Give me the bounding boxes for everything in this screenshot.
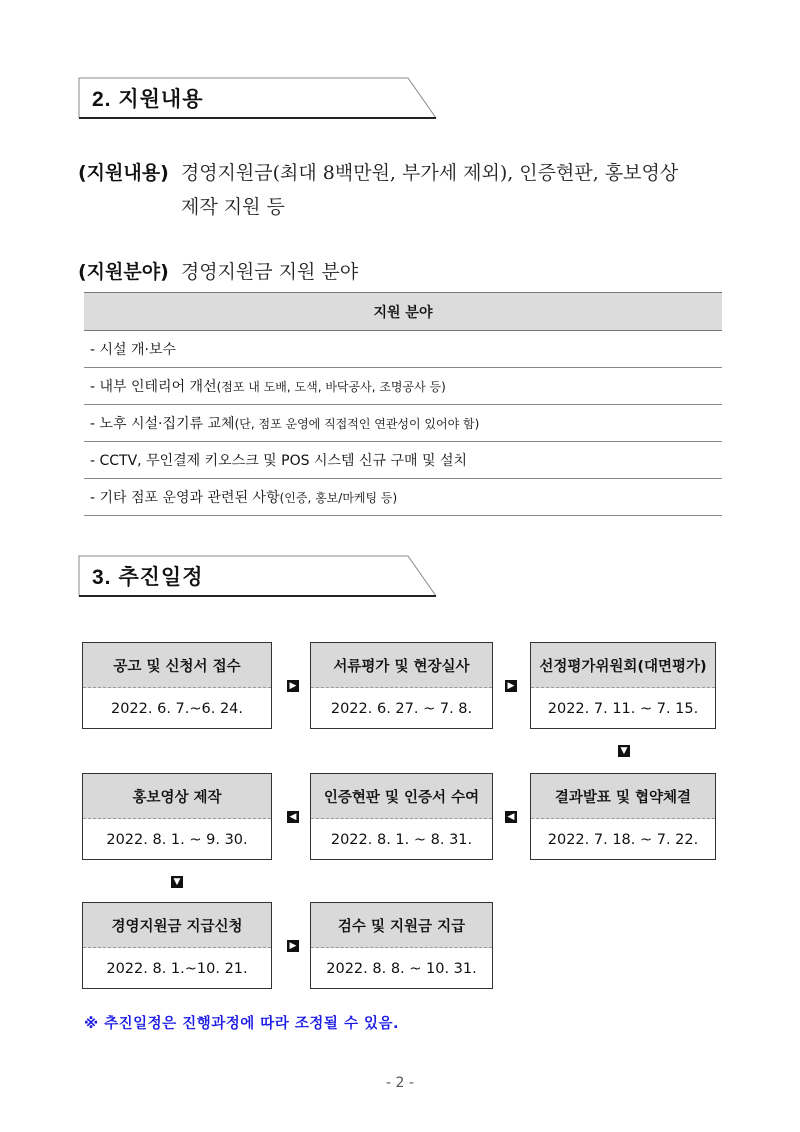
step-title: 검수 및 지원금 지급: [311, 903, 492, 948]
table-row: [84, 331, 722, 368]
table-row: [84, 405, 722, 442]
schedule-step: [82, 642, 272, 729]
arrow-left-icon: ◀: [287, 811, 299, 823]
step-title: 인증현판 및 인증서 수여: [311, 774, 492, 819]
arrow-right-icon: ▶: [287, 680, 299, 692]
table-row: [84, 442, 722, 479]
row-main-text: - 노후 시설·집기류 교체: [90, 416, 235, 432]
page-number: - 2 -: [386, 1075, 414, 1091]
step-date: 2022. 8. 1. ~ 8. 31.: [330, 832, 473, 848]
schedule-step: [310, 902, 493, 989]
table-row: [84, 479, 722, 516]
section-3-title: 3. 추진일정: [92, 566, 204, 589]
support-content-line1: 경영지원금(최대 8백만원, 부가세 제외), 인증현판, 홍보영상: [180, 162, 679, 184]
step-title: 경영지원금 지급신청: [83, 903, 271, 948]
step-title: 선정평가위원회(대면평가): [531, 643, 715, 688]
arrow-down-icon: ▼: [618, 745, 630, 757]
support-area-label: (지원분야): [78, 261, 169, 283]
arrow-right-icon: ▶: [287, 940, 299, 952]
support-content-line2: 제작 지원 등: [181, 196, 285, 218]
row-sub-text: (인증, 홍보/마케팅 등): [279, 491, 398, 505]
step-date: 2022. 7. 11. ~ 7. 15.: [547, 701, 699, 717]
row-main-text: - CCTV, 무인결제 키오스크 및 POS 시스템 신규 구매 및 설치: [90, 453, 467, 469]
row-main-text: - 시설 개·보수: [90, 342, 177, 358]
table-header: 지원 분야: [84, 293, 722, 331]
schedule-note: ※ 추진일정은 진행과정에 따라 조정될 수 있음.: [84, 1016, 400, 1032]
support-content-paragraph: [78, 158, 738, 228]
section-3-heading: [78, 555, 436, 595]
schedule-step: [82, 773, 272, 860]
row-main-text: - 내부 인테리어 개선: [90, 379, 217, 395]
step-date: 2022. 6. 27. ~ 7. 8.: [330, 701, 473, 717]
step-title: 홍보영상 제작: [83, 774, 271, 819]
row-sub-text: (단, 점포 운영에 직접적인 연관성이 있어야 함): [234, 417, 480, 431]
schedule-step: [310, 773, 493, 860]
schedule-step: [82, 902, 272, 989]
step-date: 2022. 8. 1. ~ 9. 30.: [106, 832, 248, 848]
step-title: 서류평가 및 현장실사: [311, 643, 492, 688]
step-date: 2022. 8. 8. ~ 10. 31.: [326, 961, 477, 977]
arrow-right-icon: ▶: [505, 680, 517, 692]
arrow-down-icon: ▼: [171, 876, 183, 888]
step-date: 2022. 8. 1.~10. 21.: [106, 961, 248, 977]
row-sub-text: (점포 내 도배, 도색, 바닥공사, 조명공사 등): [216, 380, 446, 394]
support-area-text: 경영지원금 지원 분야: [180, 261, 359, 283]
step-title: 공고 및 신청서 접수: [83, 643, 271, 688]
section-2-title: 2. 지원내용: [92, 88, 204, 111]
support-content-label: (지원내용): [78, 162, 169, 184]
row-main-text: - 기타 점포 운영과 관련된 사항: [90, 490, 280, 506]
support-area-table: [84, 292, 722, 516]
step-date: 2022. 7. 18. ~ 7. 22.: [547, 832, 699, 848]
schedule-step: [530, 773, 716, 860]
step-date: 2022. 6. 7.~6. 24.: [110, 701, 244, 717]
arrow-left-icon: ◀: [505, 811, 517, 823]
support-area-paragraph: [78, 257, 358, 284]
schedule-step: [530, 642, 716, 729]
table-row: [84, 368, 722, 405]
schedule-step: [310, 642, 493, 729]
step-title: 결과발표 및 협약체결: [531, 774, 715, 819]
section-2-heading: [78, 77, 436, 117]
